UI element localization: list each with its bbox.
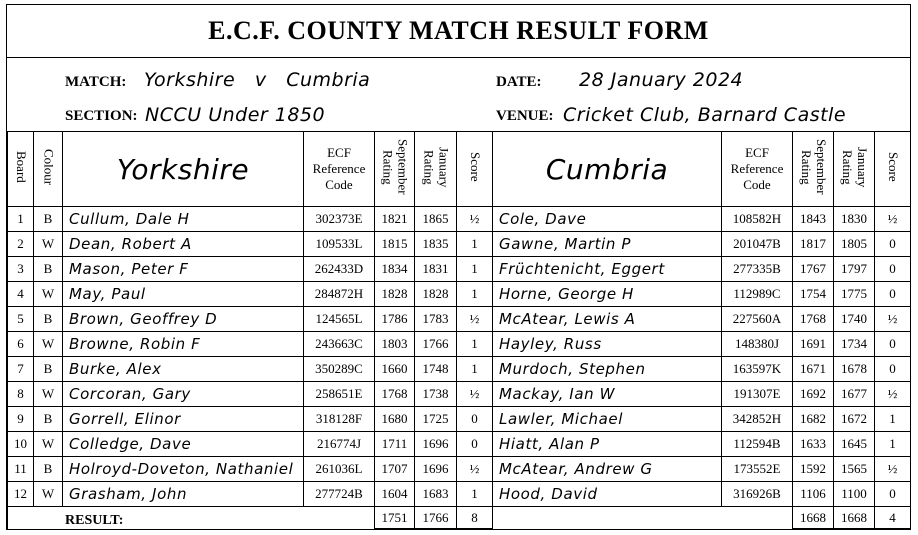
away-player-name: Früchtenicht, Eggert (493, 257, 722, 282)
board-cell: 1 (8, 207, 34, 232)
home-sept-rating: 1803 (375, 332, 415, 357)
home-jan-rating: 1831 (415, 257, 457, 282)
away-jan-rating: 1678 (834, 357, 875, 382)
away-score: ½ (875, 382, 911, 407)
away-player-name: Murdoch, Stephen (493, 357, 722, 382)
home-jan-rating: 1683 (415, 482, 457, 507)
away-score: ½ (875, 457, 911, 482)
table-row (8, 407, 911, 432)
home-ref-code: 350289C (304, 357, 375, 382)
away-player-name: Hayley, Russ (493, 332, 722, 357)
home-ref-code: 216774J (304, 432, 375, 457)
away-total-score: 4 (875, 507, 911, 529)
away-ref-code: 108582H (722, 207, 793, 232)
home-player-name: Grasham, John (63, 482, 304, 507)
header-row (8, 132, 911, 207)
home-jan-rating: 1738 (415, 382, 457, 407)
home-jan-rating: 1766 (415, 332, 457, 357)
date-label: DATE: (496, 74, 542, 90)
away-sept-average: 1668 (793, 507, 834, 529)
away-jan-average: 1668 (834, 507, 875, 529)
away-ref-code: 148380J (722, 332, 793, 357)
away-jan-header: January Rating (834, 132, 875, 207)
away-jan-rating: 1797 (834, 257, 875, 282)
home-player-name: May, Paul (63, 282, 304, 307)
home-jan-header: January Rating (415, 132, 457, 207)
away-ref-header: ECF Reference Code (722, 132, 793, 207)
home-ref-header: ECF Reference Code (304, 132, 375, 207)
home-sept-rating: 1834 (375, 257, 415, 282)
home-sept-rating: 1815 (375, 232, 415, 257)
table-row (8, 332, 911, 357)
away-score: 0 (875, 282, 911, 307)
table-row (8, 282, 911, 307)
away-jan-rating: 1100 (834, 482, 875, 507)
home-ref-code: 261036L (304, 457, 375, 482)
home-sept-rating: 1660 (375, 357, 415, 382)
date-value: 28 January 2024 (579, 69, 744, 91)
home-score-header: Score (457, 132, 493, 207)
away-ref-code: 163597K (722, 357, 793, 382)
away-player-name: Horne, George H (493, 282, 722, 307)
home-score: ½ (457, 457, 493, 482)
board-cell: 10 (8, 432, 34, 457)
colour-cell: B (34, 357, 63, 382)
home-score: ½ (457, 382, 493, 407)
home-player-name: Cullum, Dale H (63, 207, 304, 232)
away-ref-code: 191307E (722, 382, 793, 407)
section-label: SECTION: (65, 108, 138, 124)
away-ref-code: 277335B (722, 257, 793, 282)
away-jan-rating: 1775 (834, 282, 875, 307)
home-score: 1 (457, 282, 493, 307)
board-cell: 5 (8, 307, 34, 332)
away-sept-rating: 1768 (793, 307, 834, 332)
table-row (8, 432, 911, 457)
away-jan-rating: 1645 (834, 432, 875, 457)
home-score: 1 (457, 232, 493, 257)
away-ref-code: 316926B (722, 482, 793, 507)
results-table (7, 131, 911, 529)
home-player-name: Holroyd-Doveton, Nathaniel (63, 457, 304, 482)
away-ref-code: 112594B (722, 432, 793, 457)
home-sept-rating: 1604 (375, 482, 415, 507)
match-vs: v (254, 69, 267, 91)
away-score: ½ (875, 207, 911, 232)
match-value (144, 69, 370, 91)
away-sept-rating: 1754 (793, 282, 834, 307)
colour-cell: B (34, 207, 63, 232)
board-cell: 8 (8, 382, 34, 407)
board-cell: 4 (8, 282, 34, 307)
home-sept-rating: 1768 (375, 382, 415, 407)
away-score: 0 (875, 232, 911, 257)
home-score: 0 (457, 407, 493, 432)
home-score: 1 (457, 257, 493, 282)
home-player-name: Corcoran, Gary (63, 382, 304, 407)
away-score: 0 (875, 482, 911, 507)
home-sept-header: September Rating (375, 132, 415, 207)
home-jan-rating: 1865 (415, 207, 457, 232)
home-sept-rating: 1711 (375, 432, 415, 457)
away-ref-code: 173552E (722, 457, 793, 482)
table-row (8, 457, 911, 482)
home-score: 1 (457, 332, 493, 357)
home-sept-rating: 1707 (375, 457, 415, 482)
away-score: 0 (875, 332, 911, 357)
away-sept-rating: 1817 (793, 232, 834, 257)
home-player-name: Brown, Geoffrey D (63, 307, 304, 332)
away-ref-code: 227560A (722, 307, 793, 332)
home-ref-code: 318128F (304, 407, 375, 432)
colour-cell: W (34, 232, 63, 257)
home-sept-rating: 1786 (375, 307, 415, 332)
away-score: 1 (875, 407, 911, 432)
result-form (6, 4, 911, 530)
home-team-header: Yorkshire (63, 132, 304, 207)
board-cell: 7 (8, 357, 34, 382)
colour-header: Colour (34, 132, 63, 207)
away-sept-rating: 1692 (793, 382, 834, 407)
away-player-name: McAtear, Andrew G (493, 457, 722, 482)
colour-cell: W (34, 282, 63, 307)
home-jan-rating: 1696 (415, 432, 457, 457)
match-label: MATCH: (65, 74, 127, 90)
home-score: 0 (457, 432, 493, 457)
home-jan-rating: 1748 (415, 357, 457, 382)
away-player-name: Hiatt, Alan P (493, 432, 722, 457)
home-jan-average: 1766 (415, 507, 457, 529)
away-jan-rating: 1740 (834, 307, 875, 332)
board-cell: 3 (8, 257, 34, 282)
table-row (8, 357, 911, 382)
away-sept-rating: 1767 (793, 257, 834, 282)
home-score: ½ (457, 307, 493, 332)
away-team-header: Cumbria (493, 132, 722, 207)
home-sept-rating: 1680 (375, 407, 415, 432)
home-jan-rating: 1696 (415, 457, 457, 482)
table-row (8, 382, 911, 407)
away-jan-rating: 1677 (834, 382, 875, 407)
away-player-name: McAtear, Lewis A (493, 307, 722, 332)
away-player-name: Mackay, Ian W (493, 382, 722, 407)
colour-cell: W (34, 332, 63, 357)
away-sept-header: September Rating (793, 132, 834, 207)
home-ref-code: 262433D (304, 257, 375, 282)
section-value: NCCU Under 1850 (145, 104, 326, 126)
home-player-name: Colledge, Dave (63, 432, 304, 457)
home-score: 1 (457, 482, 493, 507)
venue-label: VENUE: (496, 108, 554, 124)
away-sept-rating: 1106 (793, 482, 834, 507)
home-player-name: Browne, Robin F (63, 332, 304, 357)
colour-cell: B (34, 307, 63, 332)
table-row (8, 207, 911, 232)
colour-cell: W (34, 382, 63, 407)
home-jan-rating: 1725 (415, 407, 457, 432)
away-score: 0 (875, 357, 911, 382)
away-score: 1 (875, 432, 911, 457)
board-header: Board (8, 132, 34, 207)
home-sept-rating: 1828 (375, 282, 415, 307)
away-sept-rating: 1843 (793, 207, 834, 232)
result-label: RESULT: (65, 513, 124, 528)
home-jan-rating: 1835 (415, 232, 457, 257)
away-score-header: Score (875, 132, 911, 207)
away-player-name: Hood, David (493, 482, 722, 507)
home-ref-code: 258651E (304, 382, 375, 407)
match-away: Cumbria (286, 69, 371, 91)
away-jan-rating: 1565 (834, 457, 875, 482)
home-player-name: Burke, Alex (63, 357, 304, 382)
away-sept-rating: 1592 (793, 457, 834, 482)
away-sept-rating: 1691 (793, 332, 834, 357)
away-player-name: Cole, Dave (493, 207, 722, 232)
colour-cell: B (34, 257, 63, 282)
board-cell: 11 (8, 457, 34, 482)
home-ref-code: 243663C (304, 332, 375, 357)
home-score: ½ (457, 207, 493, 232)
colour-cell: W (34, 482, 63, 507)
away-jan-rating: 1734 (834, 332, 875, 357)
board-cell: 12 (8, 482, 34, 507)
home-sept-average: 1751 (375, 507, 415, 529)
away-sept-rating: 1671 (793, 357, 834, 382)
form-title: E.C.F. COUNTY MATCH RESULT FORM (7, 5, 910, 58)
home-ref-code: 284872H (304, 282, 375, 307)
away-player-name: Gawne, Martin P (493, 232, 722, 257)
board-cell: 9 (8, 407, 34, 432)
away-ref-code: 342852H (722, 407, 793, 432)
colour-cell: B (34, 407, 63, 432)
home-sept-rating: 1821 (375, 207, 415, 232)
home-jan-rating: 1783 (415, 307, 457, 332)
home-ref-code: 302373E (304, 207, 375, 232)
home-score: 1 (457, 357, 493, 382)
away-jan-rating: 1805 (834, 232, 875, 257)
table-row (8, 257, 911, 282)
away-score: ½ (875, 307, 911, 332)
result-row (8, 507, 911, 529)
match-home: Yorkshire (144, 69, 236, 91)
home-total-score: 8 (457, 507, 493, 529)
away-score: 0 (875, 257, 911, 282)
away-ref-code: 201047B (722, 232, 793, 257)
away-ref-code: 112989C (722, 282, 793, 307)
board-cell: 2 (8, 232, 34, 257)
away-jan-rating: 1830 (834, 207, 875, 232)
colour-cell: B (34, 457, 63, 482)
home-ref-code: 109533L (304, 232, 375, 257)
home-ref-code: 124565L (304, 307, 375, 332)
away-jan-rating: 1672 (834, 407, 875, 432)
away-player-name: Lawler, Michael (493, 407, 722, 432)
table-row (8, 232, 911, 257)
home-ref-code: 277724B (304, 482, 375, 507)
home-player-name: Dean, Robert A (63, 232, 304, 257)
colour-cell: W (34, 432, 63, 457)
board-cell: 6 (8, 332, 34, 357)
table-row (8, 307, 911, 332)
table-row (8, 482, 911, 507)
away-sept-rating: 1682 (793, 407, 834, 432)
venue-value: Cricket Club, Barnard Castle (563, 104, 847, 126)
home-jan-rating: 1828 (415, 282, 457, 307)
home-player-name: Mason, Peter F (63, 257, 304, 282)
home-player-name: Gorrell, Elinor (63, 407, 304, 432)
away-sept-rating: 1633 (793, 432, 834, 457)
